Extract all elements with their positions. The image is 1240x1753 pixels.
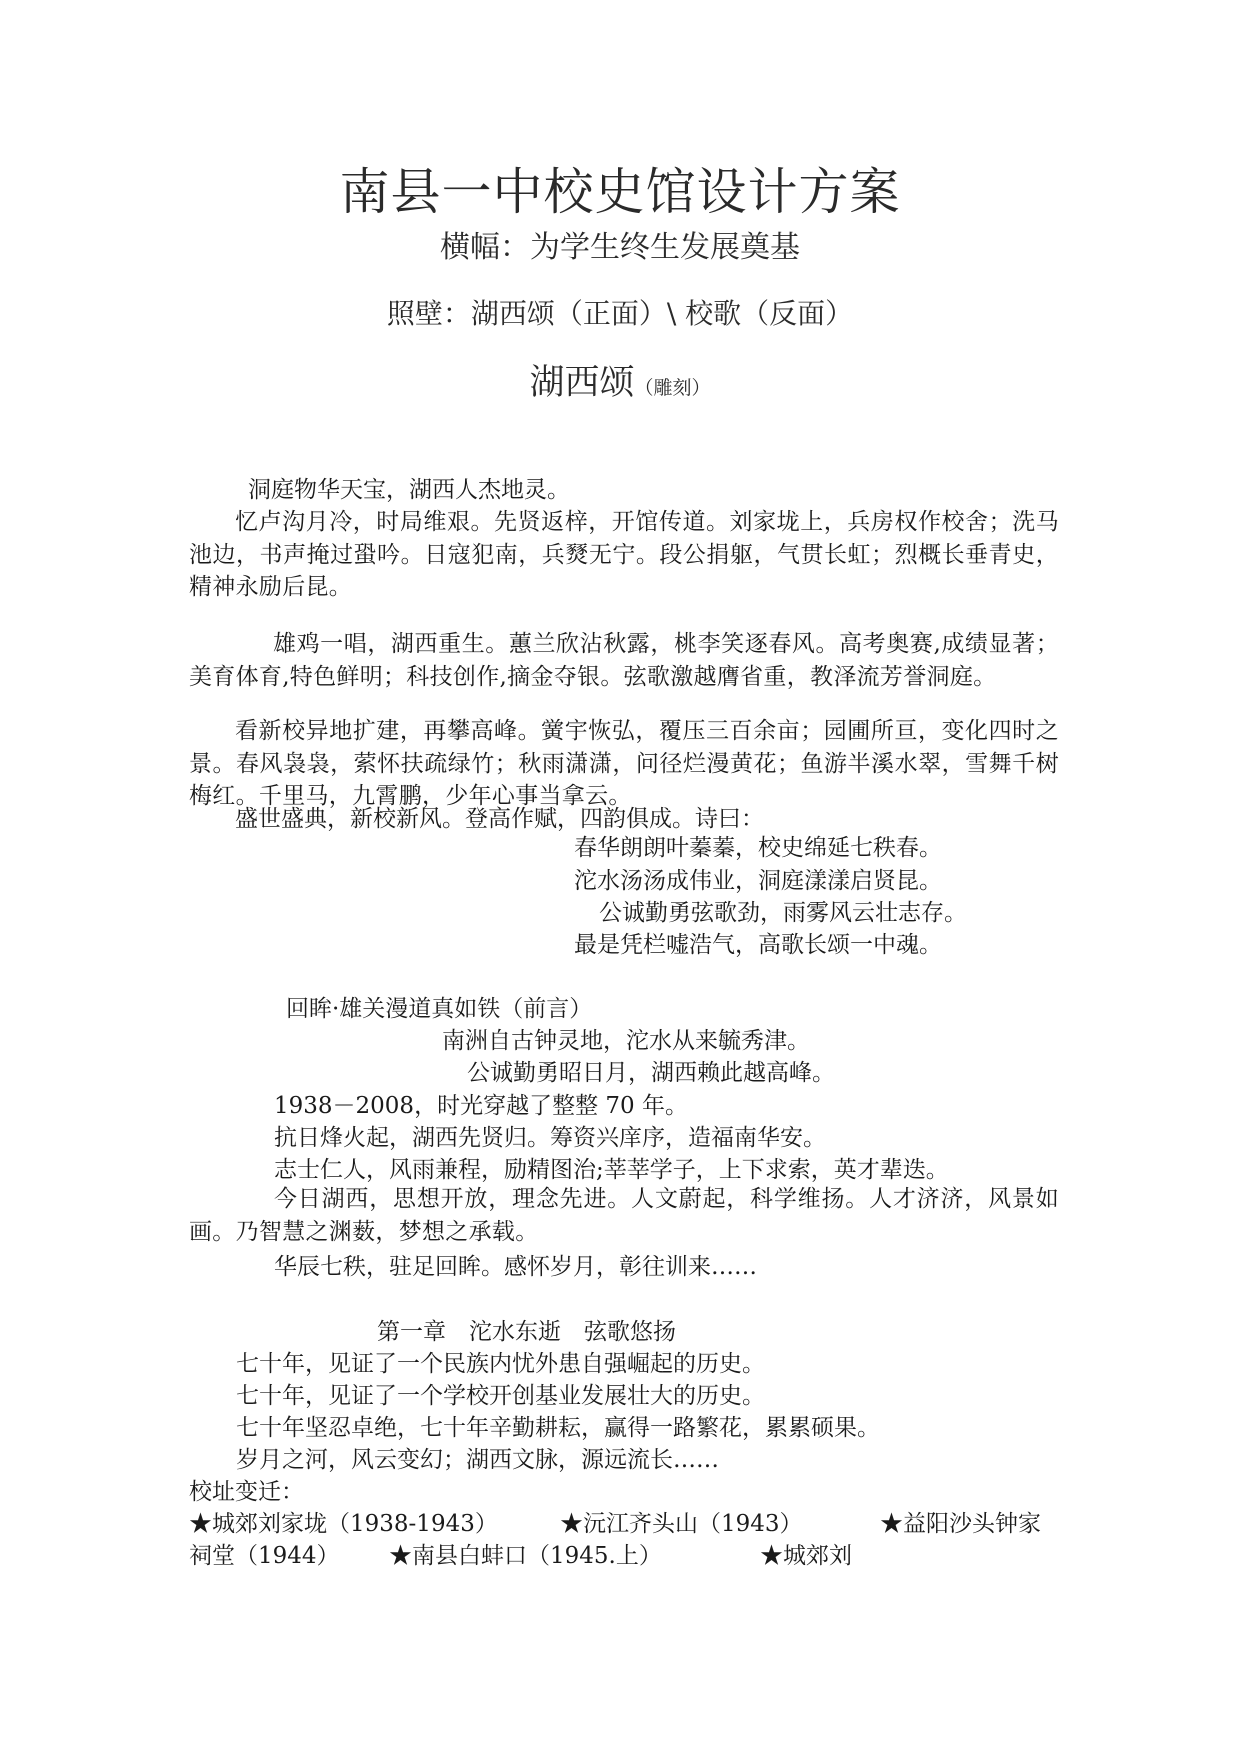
ode-paragraph-3: 雄鸡一唱，湖西重生。蕙兰欣沾秋露，桃李笑逐春风。高考奥赛,成绩显著；美育体育,特色鲜明；科技创作,摘金夺银。弦歌激越膺省重，教泽流芳誉洞庭。 bbox=[189, 631, 1059, 690]
site-item: ★沅江齐头山（1943） bbox=[560, 1511, 803, 1537]
site-item: ★益阳沙头钟家 bbox=[880, 1511, 1041, 1537]
chapter-line: 七十年，见证了一个学校开创基业发展壮大的历史。 bbox=[236, 1383, 765, 1409]
preface-line: 今日湖西，思想开放，理念先进。人文蔚起，科学维扬。人才济济，风景如画。乃智慧之渊薮，梦想之承载。 bbox=[189, 1186, 1059, 1245]
chapter-heading: 第一章 沱水东逝 弦歌悠扬 bbox=[377, 1319, 676, 1345]
chapter-line: 岁月之河，风云变幻；湖西文脉，源远流长…… bbox=[236, 1447, 719, 1473]
screen-wall-heading: 照壁：湖西颂（正面）\ 校歌（反面） bbox=[386, 297, 854, 330]
site-item: ★城郊刘家垅（1938-1943） bbox=[189, 1511, 498, 1537]
chapter-line: 七十年，见证了一个民族内忧外患自强崛起的历史。 bbox=[236, 1351, 765, 1377]
ode-paragraph-5: 盛世盛典，新校新风。登高作赋，四韵俱成。诗曰： bbox=[235, 806, 764, 832]
sites-label: 校址变迁： bbox=[189, 1479, 304, 1505]
ode-title: 湖西颂 bbox=[529, 363, 635, 403]
poem-line: 最是凭栏嘘浩气，高歌长颂一中魂。 bbox=[574, 932, 942, 958]
ode-heading bbox=[0, 355, 1240, 405]
preface-verse: 南洲自古钟灵地，沱水从来毓秀津。 bbox=[442, 1028, 810, 1054]
poem-line: 春华朗朗叶蓁蓁，校史绵延七秩春。 bbox=[574, 835, 942, 861]
ode-paragraph-4: 看新校异地扩建，再攀高峰。黉宇恢弘，覆压三百余亩；园圃所亘，变化四时之景。春风袅袅，萦怀扶疏绿竹；秋雨潇潇，问径烂漫黄花；鱼游半溪水翠，雪舞千树梅红。千里马，九霄鹏，少年心事当拿云。 bbox=[189, 718, 1059, 809]
banner-heading: 横幅：为学生终生发展奠基 bbox=[440, 230, 800, 265]
ode-paragraph-2: 忆卢沟月冷，时局维艰。先贤返梓，开馆传道。刘家垅上，兵房权作校舍；洗马池边，书声掩过蛩吟。日寇犯南，兵燹无宁。段公捐躯，气贯长虹；烈概长垂青史，精神永励后昆。 bbox=[189, 509, 1059, 600]
preface-verse: 公诚勤勇昭日月，湖西赖此越高峰。 bbox=[467, 1060, 835, 1086]
ode-paragraph-1: 洞庭物华天宝，湖西人杰地灵。 bbox=[248, 477, 570, 503]
preface-line: 华辰七秩，驻足回眸。感怀岁月，彰往训来…… bbox=[274, 1254, 757, 1280]
ode-note: （雕刻） bbox=[634, 377, 711, 399]
page-title: 南县一中校史馆设计方案 bbox=[339, 163, 901, 221]
site-item: ★南县白蚌口（1945.上） bbox=[389, 1543, 662, 1569]
poem-line: 公诚勤勇弦歌劲，雨雾风云壮志存。 bbox=[599, 900, 967, 926]
site-item: 祠堂（1944） bbox=[189, 1543, 340, 1569]
preface-line: 1938－2008，时光穿越了整整 70 年。 bbox=[274, 1093, 688, 1119]
preface-heading: 回眸·雄关漫道真如铁（前言） bbox=[286, 996, 593, 1022]
chapter-line: 七十年坚忍卓绝，七十年辛勤耕耘，赢得一路繁花，累累硕果。 bbox=[236, 1415, 880, 1441]
preface-line: 抗日烽火起，湖西先贤归。筹资兴庠序，造福南华安。 bbox=[274, 1125, 826, 1151]
site-item: ★城郊刘 bbox=[760, 1543, 852, 1569]
poem-line: 沱水汤汤成伟业，洞庭漾漾启贤昆。 bbox=[574, 868, 942, 894]
preface-line: 志士仁人，风雨兼程，励精图治;莘莘学子，上下求索，英才辈迭。 bbox=[274, 1157, 949, 1183]
